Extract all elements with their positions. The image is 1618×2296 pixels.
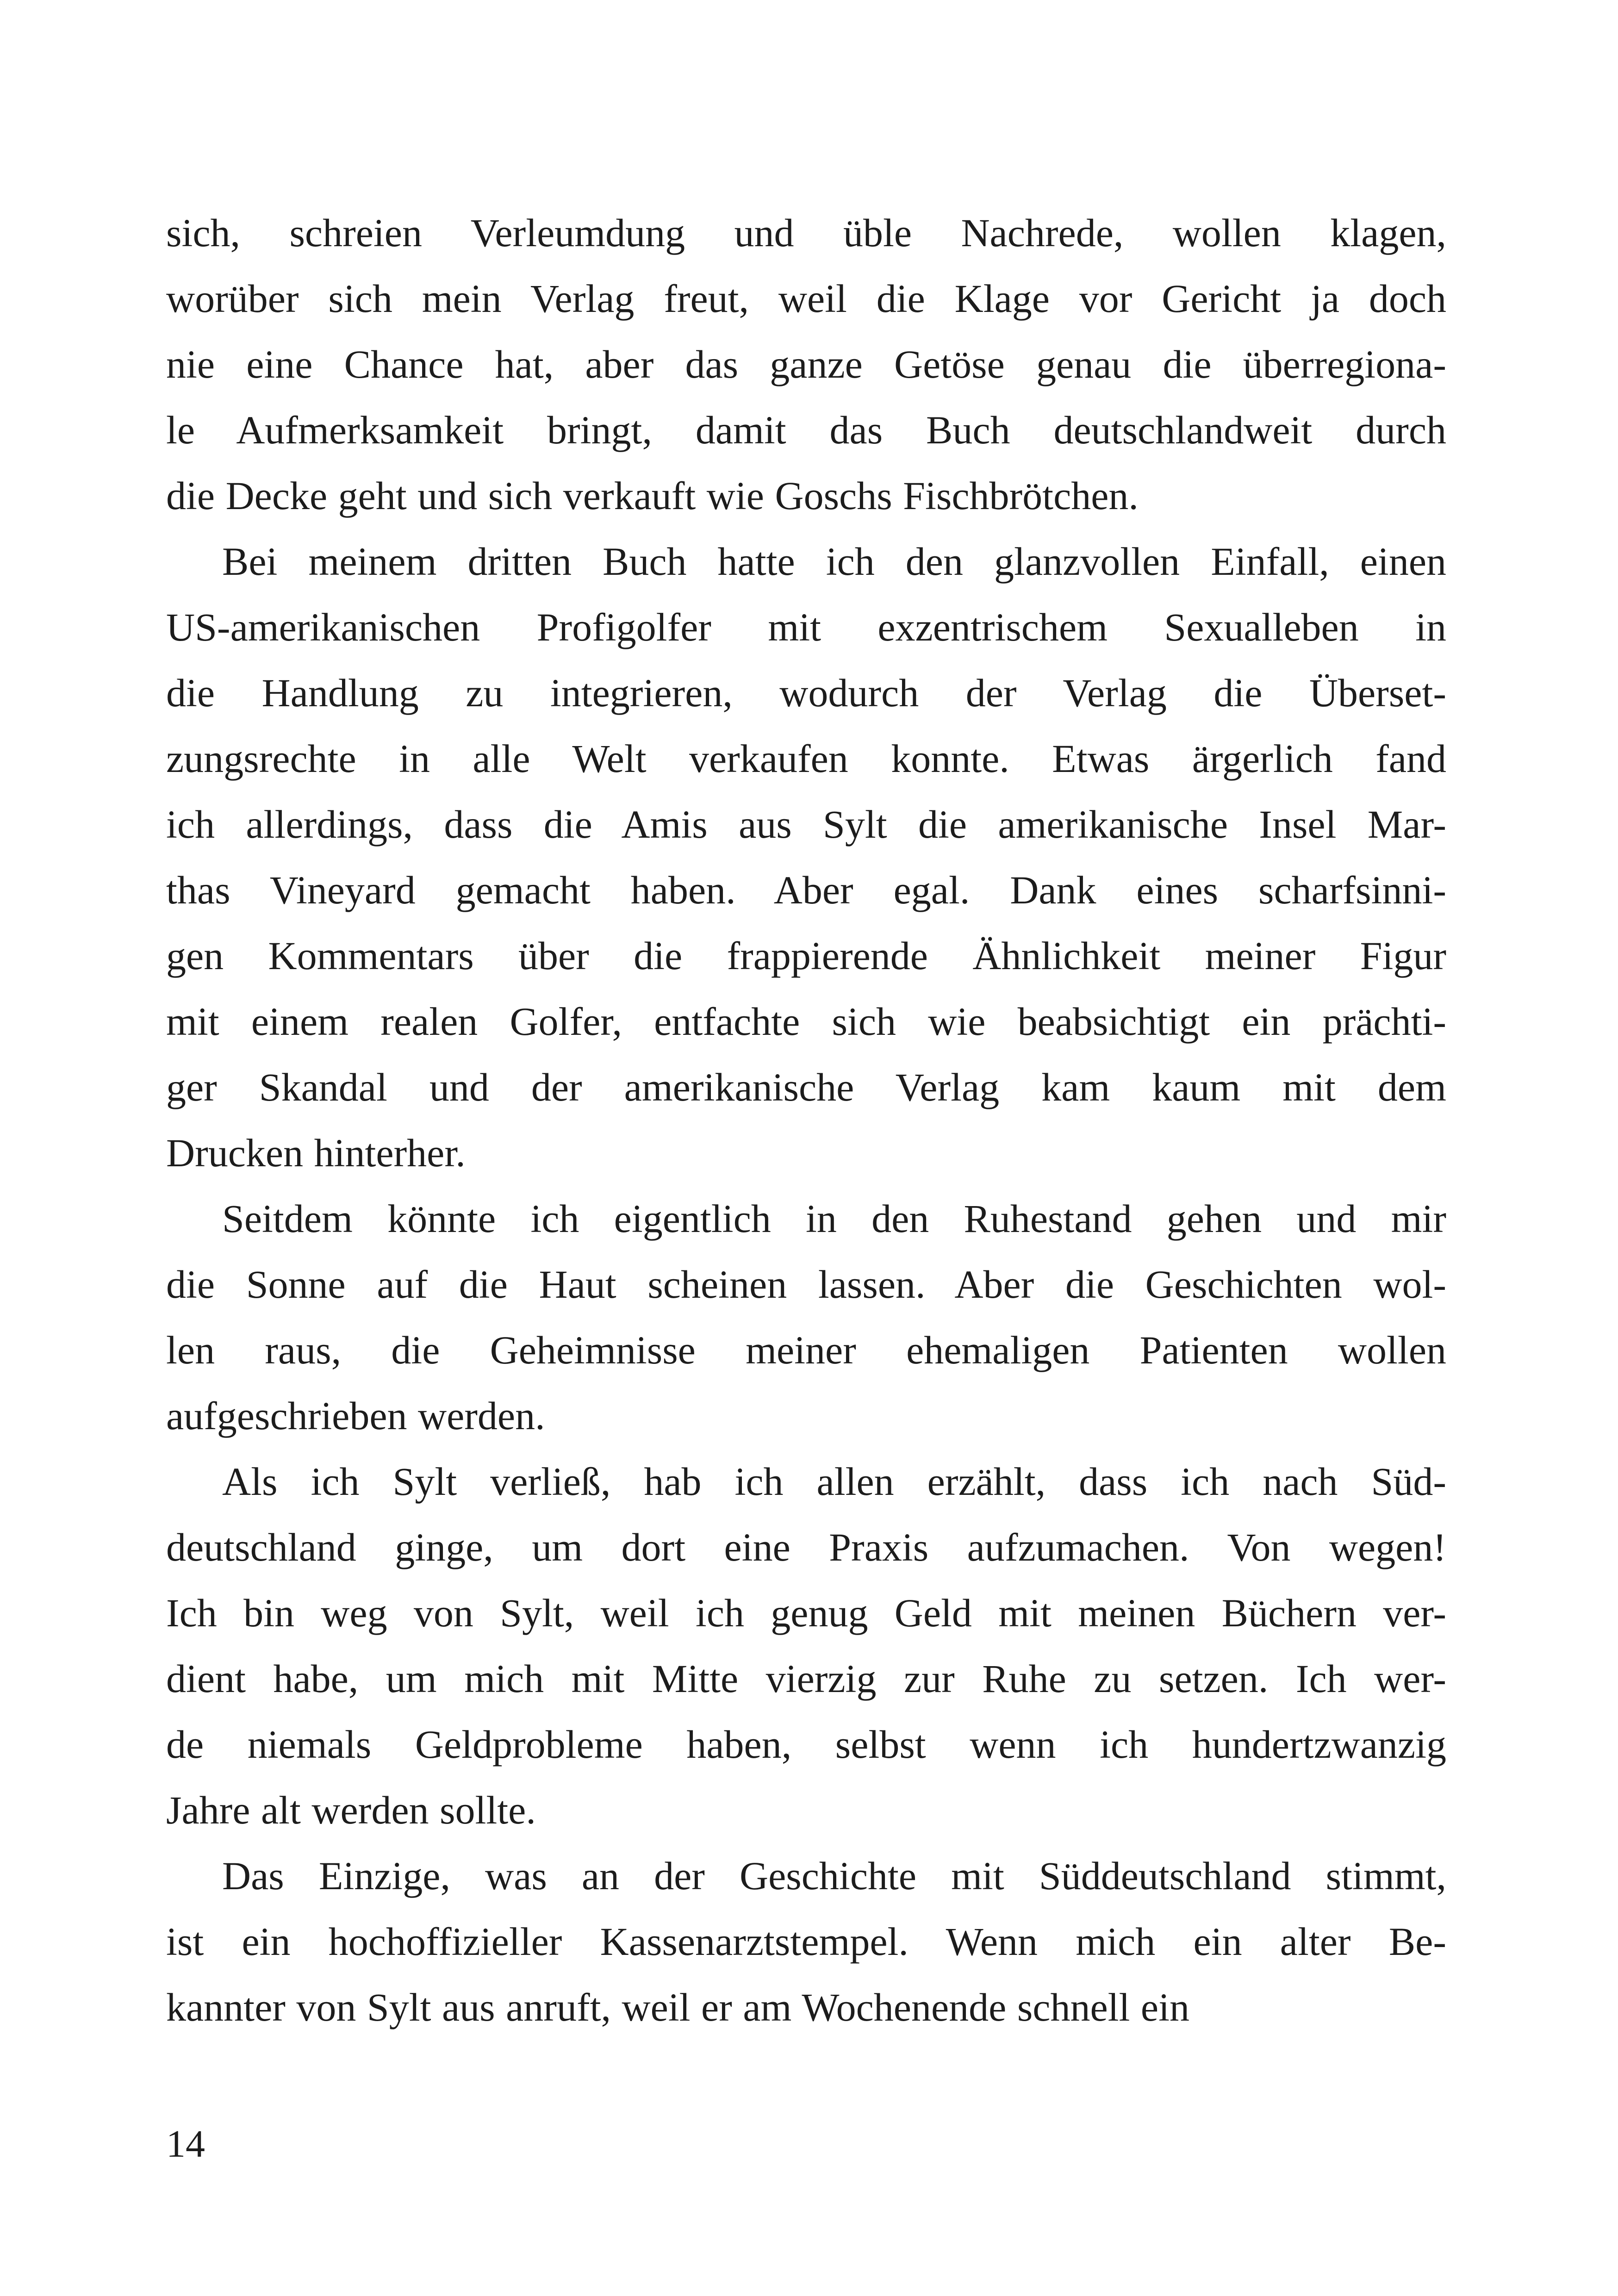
paragraph — [166, 200, 1446, 529]
paragraph — [166, 1449, 1446, 1843]
text-line: ger Skandal und der amerikanische Verlag kam kaum mit dem — [166, 1065, 1446, 1109]
text-line: Bei meinem dritten Buch hatte ich den glanzvollen Einfall, einen — [222, 539, 1446, 584]
text-line: Das Einzige, was an der Geschichte mit Süddeutschland stimmt, — [222, 1854, 1446, 1898]
paragraph — [166, 1843, 1446, 2040]
text-line: sich, schreien Verleumdung und üble Nachrede, wollen klagen, — [166, 211, 1446, 255]
text-line: Jahre alt werden sollte. — [166, 1788, 536, 1832]
text-line: ich allerdings, dass die Amis aus Sylt die amerikanische Insel Mar- — [166, 802, 1446, 846]
text-line: ist ein hochoffizieller Kassenarztstempel. Wenn mich ein alter Be- — [166, 1919, 1446, 1964]
text-line: die Decke geht und sich verkauft wie Goschs Fischbrötchen. — [166, 473, 1139, 518]
text-line: zungsrechte in alle Welt verkaufen konnte. Etwas ärgerlich fand — [166, 736, 1446, 781]
text-line: nie eine Chance hat, aber das ganze Getöse genau die überregiona- — [166, 342, 1446, 386]
text-line: gen Kommentars über die frappierende Ähnlichkeit meiner Figur — [166, 933, 1446, 978]
text-line: US-amerikanischen Profigolfer mit exzentrischem Sexualleben in — [166, 605, 1446, 649]
text-line: worüber sich mein Verlag freut, weil die Klage vor Gericht ja doch — [166, 276, 1446, 321]
text-line: die Handlung zu integrieren, wodurch der Verlag die Überset- — [166, 671, 1446, 715]
text-line: die Sonne auf die Haut scheinen lassen. Aber die Geschichten wol- — [166, 1262, 1446, 1307]
text-line: kannter von Sylt aus anruft, weil er am Wochenende schnell ein — [166, 1985, 1189, 2029]
page-number: 14 — [166, 2122, 205, 2165]
text-line: dient habe, um mich mit Mitte vierzig zur Ruhe zu setzen. Ich wer- — [166, 1656, 1446, 1701]
text-line: Als ich Sylt verließ, hab ich allen erzählt, dass ich nach Süd- — [222, 1459, 1446, 1504]
text-line: deutschland ginge, um dort eine Praxis aufzumachen. Von wegen! — [166, 1525, 1446, 1569]
text-line: len raus, die Geheimnisse meiner ehemaligen Patienten wollen — [166, 1328, 1446, 1372]
text-line: thas Vineyard gemacht haben. Aber egal. Dank eines scharfsinni- — [166, 868, 1446, 912]
text-line: mit einem realen Golfer, entfachte sich wie beabsichtigt ein prächti- — [166, 999, 1446, 1044]
text-line: Seitdem könnte ich eigentlich in den Ruhestand gehen und mir — [222, 1196, 1446, 1241]
text-line: Ich bin weg von Sylt, weil ich genug Geld mit meinen Büchern ver- — [166, 1591, 1446, 1635]
text-line: de niemals Geldprobleme haben, selbst wenn ich hundertzwanzig — [166, 1722, 1446, 1767]
body-text — [166, 200, 1446, 2040]
paragraph — [166, 529, 1446, 1186]
text-line: Drucken hinterher. — [166, 1131, 466, 1175]
paragraph — [166, 1186, 1446, 1449]
text-line: aufgeschrieben werden. — [166, 1394, 545, 1438]
text-line: le Aufmerksamkeit bringt, damit das Buch deutschlandweit durch — [166, 408, 1446, 452]
